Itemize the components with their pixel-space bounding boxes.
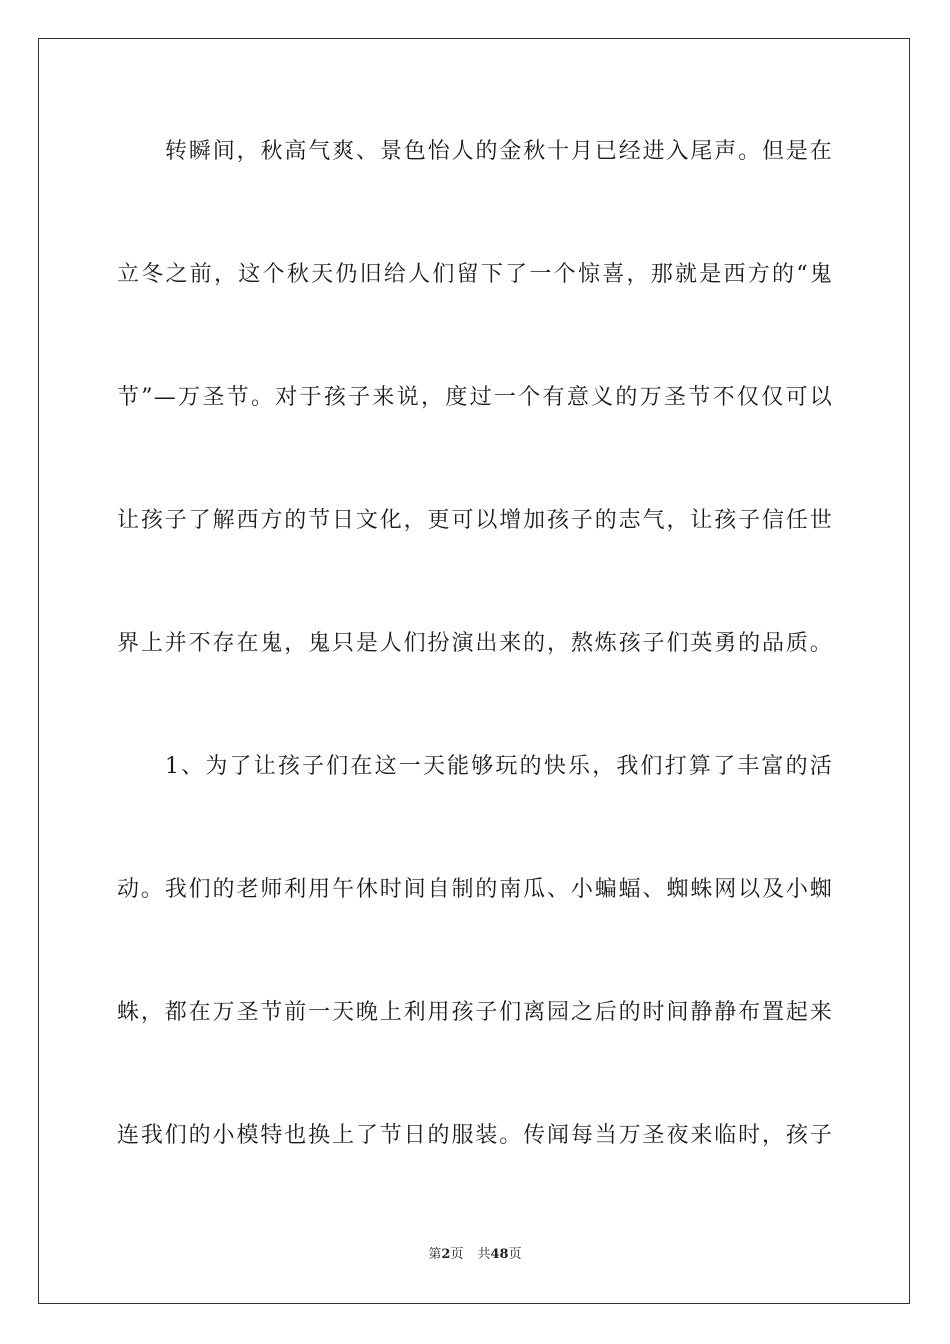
total-prefix: 共 [477,1247,491,1262]
body-line-4: 让孩子了解西方的节日文化，更可以增加孩子的志气，让孩子信任世 [117,508,833,533]
page-footer [0,1246,950,1264]
body-line-5: 界上并不存在鬼，鬼只是人们扮演出来的，熬炼孩子们英勇的品质。 [117,631,833,656]
total-suffix: 页 [508,1247,522,1262]
page-suffix: 页 [450,1247,464,1262]
page-prefix: 第 [428,1247,442,1262]
body-line-8: 蛛，都在万圣节前一天晚上利用孩子们离园之后的时间静静布置起来 [117,1000,833,1025]
body-line-2: 立冬之前，这个秋天仍旧给人们留下了一个惊喜，那就是西方的“鬼 [117,262,833,287]
body-line-1: 转瞬间，秋高气爽、景色怡人的金秋十月已经进入尾声。但是在 [165,139,833,164]
body-line-9: 连我们的小模特也换上了节日的服装。传闻每当万圣夜来临时，孩子 [117,1123,833,1148]
total-pages: 48 [490,1247,509,1262]
body-line-6: 1、为了让孩子们在这一天能够玩的快乐，我们打算了丰富的活 [165,754,833,779]
page-number: 2 [441,1247,451,1262]
body-line-3: 节”—万圣节。对于孩子来说，度过一个有意义的万圣节不仅仅可以 [117,385,833,410]
body-line-7: 动。我们的老师利用午休时间自制的南瓜、小蝙蝠、蜘蛛网以及小蜘 [117,877,833,902]
page-frame [38,38,910,1304]
